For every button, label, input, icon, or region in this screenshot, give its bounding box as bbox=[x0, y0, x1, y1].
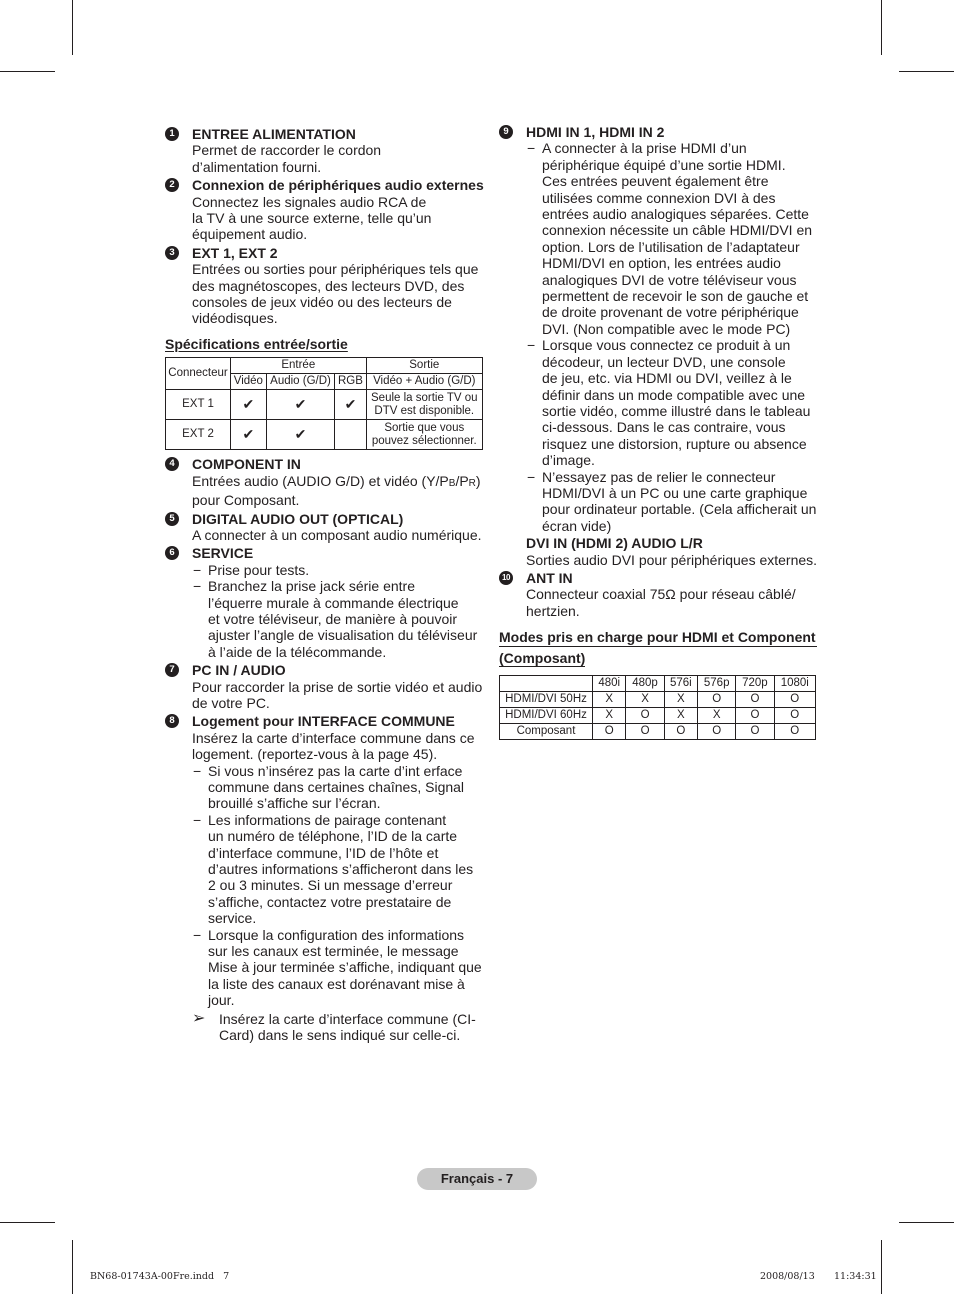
text-line: d’image. bbox=[542, 452, 595, 469]
text-line: DVI. (Non compatible avec le mode PC) bbox=[542, 320, 791, 337]
text-line: d’autres informations s’afficheront dans les bbox=[208, 861, 474, 878]
section-power-input bbox=[165, 126, 490, 175]
text-fragment: B bbox=[448, 477, 456, 489]
text-line: vidéodisques. bbox=[192, 310, 278, 327]
table-header: Vidéo + Audio (G/D) bbox=[366, 374, 482, 390]
text-fragment: R bbox=[468, 477, 476, 489]
table-header: 480p bbox=[626, 676, 664, 692]
table-header: Vidéo bbox=[231, 374, 267, 390]
dash-item bbox=[526, 337, 819, 468]
table-cell: O bbox=[774, 724, 815, 740]
text-line: HDMI/DVI en option, les entrées audio bbox=[542, 255, 781, 272]
text-line: brouillé s’affiche sur l’écran. bbox=[208, 795, 381, 812]
section-title: COMPONENT IN bbox=[192, 456, 301, 473]
section-ant-in bbox=[499, 570, 819, 619]
number-badge: 10 bbox=[499, 571, 513, 585]
text-line: − Lorsque la configuration des informations bbox=[208, 926, 465, 943]
text-line: 2 ou 3 minutes. Si un message d’erreur bbox=[208, 877, 453, 894]
slug-date: 2008/08/13 bbox=[760, 1271, 815, 1282]
table-cell: HDMI/DVI 50Hz bbox=[500, 692, 593, 708]
number-badge: 5 bbox=[165, 512, 179, 526]
dash-item bbox=[192, 578, 490, 660]
table-cell: EXT 2 bbox=[166, 420, 231, 450]
text-line: sur les canaux est terminée, le message bbox=[208, 943, 459, 960]
text-line: option. Lors de l’utilisation de l’adaptateur bbox=[542, 238, 800, 255]
dvi-audio-title: DVI IN (HDMI 2) AUDIO L/R bbox=[526, 535, 703, 552]
table-cell: O bbox=[736, 724, 774, 740]
text-line: − Lorsque vous connectez ce produit à un bbox=[542, 337, 791, 354]
text-line: jour. bbox=[208, 992, 235, 1009]
text-line: s’affiche, contactez votre prestataire de bbox=[208, 893, 452, 910]
text-line: d’alimentation fourni. bbox=[192, 158, 322, 175]
text-line: − A connecter à la prise HDMI d’un bbox=[542, 140, 747, 157]
text-line: logement. (reportez-vous à la page 45). bbox=[192, 746, 438, 763]
check-icon: ✔ bbox=[231, 390, 267, 420]
crop-mark bbox=[72, 1240, 73, 1294]
section-ext bbox=[165, 245, 490, 327]
table-cell: X bbox=[593, 708, 626, 724]
number-badge: 4 bbox=[165, 457, 179, 471]
modes-table-title bbox=[499, 629, 817, 646]
text-line: de jeu, etc. via HDMI ou DVI, veillez à le bbox=[542, 370, 792, 387]
number-badge: 6 bbox=[165, 546, 179, 560]
table-cell: X bbox=[593, 692, 626, 708]
text-line: analogiques DVI de votre téléviseur vous bbox=[542, 271, 797, 288]
text-line: Mise à jour terminée s’affiche, indiquant que bbox=[208, 959, 482, 976]
table-header: 480i bbox=[593, 676, 626, 692]
table-cell: O bbox=[774, 692, 815, 708]
table-cell: O bbox=[664, 724, 697, 740]
crop-mark bbox=[881, 0, 882, 55]
table-cell: X bbox=[626, 692, 664, 708]
text-fragment: ) bbox=[475, 472, 481, 489]
crop-mark bbox=[899, 1222, 954, 1223]
text-line: − Prise pour tests. bbox=[208, 561, 310, 578]
section-common-interface bbox=[165, 713, 490, 1043]
slug-file: BN68-01743A-00Fre.indd 7 bbox=[90, 1271, 230, 1282]
text-line: − Si vous n’insérez pas la carte d’int erface bbox=[208, 762, 463, 779]
cell-line: Seule la sortie TV ou bbox=[371, 391, 478, 404]
slug-time: 11:34:31 bbox=[834, 1271, 877, 1282]
table-cell: O bbox=[774, 708, 815, 724]
note bbox=[192, 1011, 490, 1044]
dash-item bbox=[192, 812, 490, 927]
crop-mark bbox=[72, 0, 73, 55]
text-line: et votre téléviseur, de manière à pouvoir bbox=[208, 610, 458, 627]
text-line: Permet de raccorder le cordon bbox=[192, 142, 382, 159]
crop-mark bbox=[881, 1240, 882, 1294]
text-line: Entrées ou sorties pour périphériques tels que bbox=[192, 261, 479, 278]
number-badge: 3 bbox=[165, 246, 179, 260]
section-service bbox=[165, 545, 490, 660]
page-number-badge: Français - 7 bbox=[417, 1168, 537, 1190]
table-cell: O bbox=[736, 708, 774, 724]
text-line: connexion nécessite un câble HDMI/DVI en bbox=[542, 222, 813, 239]
text-line: consoles de jeux vidéo ou des lecteurs de bbox=[192, 294, 452, 311]
left-column bbox=[165, 126, 490, 1044]
table-cell: Composant bbox=[500, 724, 593, 740]
table-cell: O bbox=[698, 692, 736, 708]
section-audio-external bbox=[165, 177, 490, 243]
number-badge: 2 bbox=[165, 178, 179, 192]
table-cell: HDMI/DVI 60Hz bbox=[500, 708, 593, 724]
modes-title-line: (Composant) bbox=[499, 649, 586, 666]
number-badge: 9 bbox=[499, 125, 513, 139]
text-line: de votre PC. bbox=[192, 694, 270, 711]
table-row bbox=[500, 692, 816, 708]
text-line: un numéro de téléphone, l’ID de la carte bbox=[208, 828, 458, 845]
text-line: − Les informations de pairage contenant bbox=[208, 811, 447, 828]
section-title: SERVICE bbox=[192, 545, 254, 562]
text-line: entrées audio analogiques séparées. Cette bbox=[542, 206, 809, 223]
text-line: pour Composant. bbox=[192, 492, 300, 509]
text-line: Sorties audio DVI pour périphériques externes. bbox=[526, 551, 818, 568]
number-badge: 8 bbox=[165, 714, 179, 728]
section-digital-audio-out bbox=[165, 511, 490, 544]
text-line: Pour raccorder la prise de sortie vidéo et audio bbox=[192, 678, 483, 695]
section-title: PC IN / AUDIO bbox=[192, 662, 286, 679]
text-line: la TV à une source externe, telle qu’un bbox=[192, 210, 432, 227]
modes-table-title-2 bbox=[499, 650, 585, 667]
text-line: périphérique équipé d’une sortie HDMI. bbox=[542, 156, 786, 173]
table-cell bbox=[335, 420, 366, 450]
text-line: Ces entrées peuvent également être bbox=[542, 173, 769, 190]
section-title: DIGITAL AUDIO OUT (OPTICAL) bbox=[192, 510, 404, 527]
modes-table bbox=[499, 675, 816, 740]
section-title: Connexion de périphériques audio externes bbox=[192, 177, 484, 194]
table-cell: O bbox=[593, 724, 626, 740]
text-line: Insérez la carte d’interface commune (CI- bbox=[219, 1010, 476, 1027]
table-header: Entrée bbox=[231, 358, 367, 374]
number-badge: 7 bbox=[165, 663, 179, 677]
dash-item bbox=[192, 763, 490, 812]
table-header: 720p bbox=[736, 676, 774, 692]
check-icon: ✔ bbox=[266, 420, 335, 450]
crop-mark bbox=[899, 71, 954, 72]
cell-line: DTV est disponible. bbox=[374, 404, 475, 417]
modes-title-line: Modes pris en charge pour HDMI et Component bbox=[499, 629, 816, 646]
crop-mark bbox=[0, 71, 55, 72]
table-row bbox=[500, 708, 816, 724]
table-header bbox=[500, 676, 593, 692]
check-icon: ✔ bbox=[335, 390, 366, 420]
text-line bbox=[192, 473, 490, 492]
dash-item bbox=[526, 140, 819, 337]
right-column bbox=[499, 124, 819, 740]
text-line: service. bbox=[208, 910, 257, 927]
text-line: commune dans certaines chaînes, Signal bbox=[208, 779, 465, 795]
table-cell: X bbox=[664, 692, 697, 708]
text-line: utilisées comme connexion DVI à des bbox=[542, 189, 776, 206]
section-title: HDMI IN 1, HDMI IN 2 bbox=[526, 124, 665, 140]
table-header: Audio (G/D) bbox=[266, 374, 335, 390]
text-line: risquez une distorsion, rupture ou absence bbox=[542, 435, 807, 452]
text-line: ci-dessous. Dans le cas contraire, vous bbox=[542, 419, 786, 436]
text-line: − Branchez la prise jack série entre bbox=[208, 578, 415, 595]
text-line: Insérez la carte d’interface commune dans ce bbox=[192, 729, 475, 746]
dash-item bbox=[192, 927, 490, 1009]
text-line: A connecter à un composant audio numérique. bbox=[192, 526, 482, 543]
table-cell: X bbox=[698, 708, 736, 724]
text-line: de droite provenant de votre périphérique bbox=[542, 304, 799, 321]
table-header: Connecteur bbox=[166, 358, 231, 390]
text-line: − N’essayez pas de relier le connecteur bbox=[542, 468, 776, 485]
text-fragment: Entrées audio (AUDIO G/D) et vidéo (Y/P bbox=[192, 472, 449, 489]
text-line: équipement audio. bbox=[192, 226, 308, 243]
table-header: 576i bbox=[664, 676, 697, 692]
table-row bbox=[500, 724, 816, 740]
table-cell: EXT 1 bbox=[166, 390, 231, 420]
text-line: pour ordinateur portable. (Cela afficherait un bbox=[542, 501, 817, 518]
text-line: l’équerre murale à commande électrique bbox=[208, 594, 459, 611]
text-line: ajuster l’angle de visualisation du téléviseur bbox=[208, 627, 478, 644]
table-cell bbox=[366, 420, 482, 450]
table-cell: O bbox=[698, 724, 736, 740]
text-line: Card) dans le sens indiqué sur celle-ci. bbox=[219, 1027, 461, 1044]
check-icon: ✔ bbox=[231, 420, 267, 450]
text-line: définir dans un mode compatible avec une bbox=[542, 386, 806, 403]
spec-table-title: Spécifications entrée/sortie bbox=[165, 335, 348, 352]
text-line: Connectez les signales audio RCA de bbox=[192, 193, 427, 210]
table-header: RGB bbox=[335, 374, 366, 390]
section-pc-in bbox=[165, 662, 490, 711]
text-line: des magnétoscopes, des lecteurs DVD, des bbox=[192, 277, 465, 294]
cell-line: Sortie que vous bbox=[384, 421, 465, 434]
section-title: ANT IN bbox=[526, 569, 573, 586]
check-icon: ✔ bbox=[266, 390, 335, 420]
table-header: 576p bbox=[698, 676, 736, 692]
text-line: d’interface commune, l’ID de l’hôte et bbox=[208, 844, 439, 861]
text-line: à l’aide de la télécommande. bbox=[208, 643, 387, 660]
text-line: sortie vidéo, comme illustré dans le tableau bbox=[542, 402, 811, 419]
table-header: 1080i bbox=[774, 676, 815, 692]
table-cell: O bbox=[626, 724, 664, 740]
section-title: ENTREE ALIMENTATION bbox=[192, 126, 356, 142]
text-line: la liste des canaux est dorénavant mise à bbox=[208, 975, 465, 992]
table-cell: O bbox=[736, 692, 774, 708]
crop-mark bbox=[0, 1222, 55, 1223]
table-cell: X bbox=[664, 708, 697, 724]
dash-item bbox=[526, 469, 819, 535]
section-title: EXT 1, EXT 2 bbox=[192, 244, 278, 261]
section-title: Logement pour INTERFACE COMMUNE bbox=[192, 713, 455, 730]
text-line: Connecteur coaxial 75Ω pour réseau câblé/ bbox=[526, 586, 796, 603]
text-line: décodeur, un lecteur DVD, une console bbox=[542, 353, 786, 370]
text-line: écran vide) bbox=[542, 517, 612, 534]
arrow-note-icon: ➢ bbox=[192, 1009, 206, 1027]
table-cell bbox=[366, 390, 482, 420]
number-badge: 1 bbox=[165, 127, 179, 141]
text-line: permettent de recevoir le son de gauche et bbox=[542, 288, 809, 305]
table-header: Sortie bbox=[366, 358, 482, 374]
section-hdmi-in bbox=[499, 124, 819, 568]
text-line: hertzien. bbox=[526, 602, 580, 619]
text-fragment: /P bbox=[455, 472, 469, 489]
cell-line: pouvez sélectionner. bbox=[371, 434, 477, 447]
spec-table bbox=[165, 357, 483, 450]
section-component-in bbox=[165, 456, 490, 508]
dash-item bbox=[192, 562, 490, 578]
table-cell: O bbox=[626, 708, 664, 724]
text-line: HDMI/DVI à un PC ou une carte graphique bbox=[542, 484, 808, 501]
